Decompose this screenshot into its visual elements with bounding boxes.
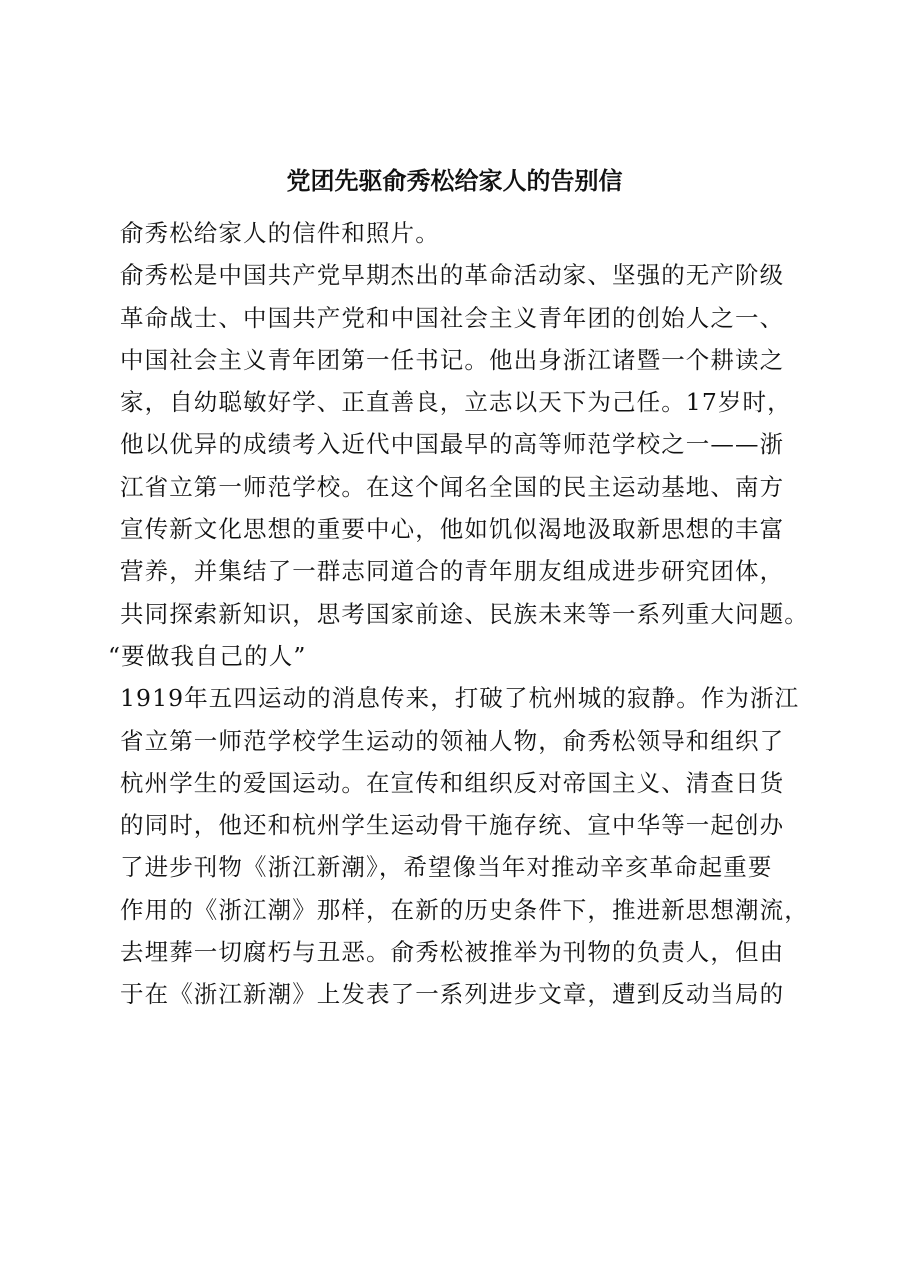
- text-line: 杭州学生的爱国运动。在宣传和组织反对帝国主义、清查日货: [120, 768, 785, 797]
- text-line: 革命战士、中国共产党和中国社会主义青年团的创始人之一、: [120, 303, 785, 332]
- text-line: 于在《浙江新潮》上发表了一系列进步文章，遭到反动当局的: [120, 980, 785, 1009]
- text-line: 中国社会主义青年团第一任书记。他出身浙江诸暨一个耕读之: [120, 345, 785, 374]
- text-line: 了进步刊物《浙江新潮》，希望像当年对推动辛亥革命起重要: [120, 853, 773, 882]
- text-line: 共同探索新知识，思考国家前途、民族未来等一系列重大问题。: [120, 599, 809, 628]
- text-line: 俞秀松给家人的信件和照片。: [120, 219, 440, 247]
- section-heading: “要做我自己的人”: [108, 641, 307, 670]
- text-line: 俞秀松是中国共产党早期杰出的革命活动家、坚强的无产阶级: [120, 261, 785, 290]
- text-line: 营养，并集结了一群志同道合的青年朋友组成进步研究团体，: [120, 557, 785, 586]
- text-line: 1919年五四运动的消息传来，打破了杭州城的寂静。作为浙江: [120, 684, 800, 713]
- text-line: 省立第一师范学校学生运动的领袖人物，俞秀松领导和组织了: [120, 726, 785, 755]
- document-body: [108, 212, 810, 1016]
- text-line: 江省立第一师范学校。在这个闻名全国的民主运动基地、南方: [120, 472, 785, 501]
- text-line: 家，自幼聪敏好学、正直善良，立志以天下为己任。17岁时，: [120, 388, 792, 417]
- text-line: 的同时，他还和杭州学生运动骨干施存统、宣中华等一起创办: [120, 811, 785, 840]
- text-line: 他以优异的成绩考入近代中国最早的高等师范学校之一——浙: [120, 430, 785, 459]
- document-title: 党团先驱俞秀松给家人的告别信: [286, 166, 623, 195]
- text-line: 作用的《浙江潮》那样，在新的历史条件下，推进新思想潮流，: [120, 895, 809, 924]
- text-line: 去埋葬一切腐朽与丑恶。俞秀松被推举为刊物的负责人，但由: [120, 938, 785, 967]
- text-line: 宣传新文化思想的重要中心，他如饥似渴地汲取新思想的丰富: [120, 515, 785, 544]
